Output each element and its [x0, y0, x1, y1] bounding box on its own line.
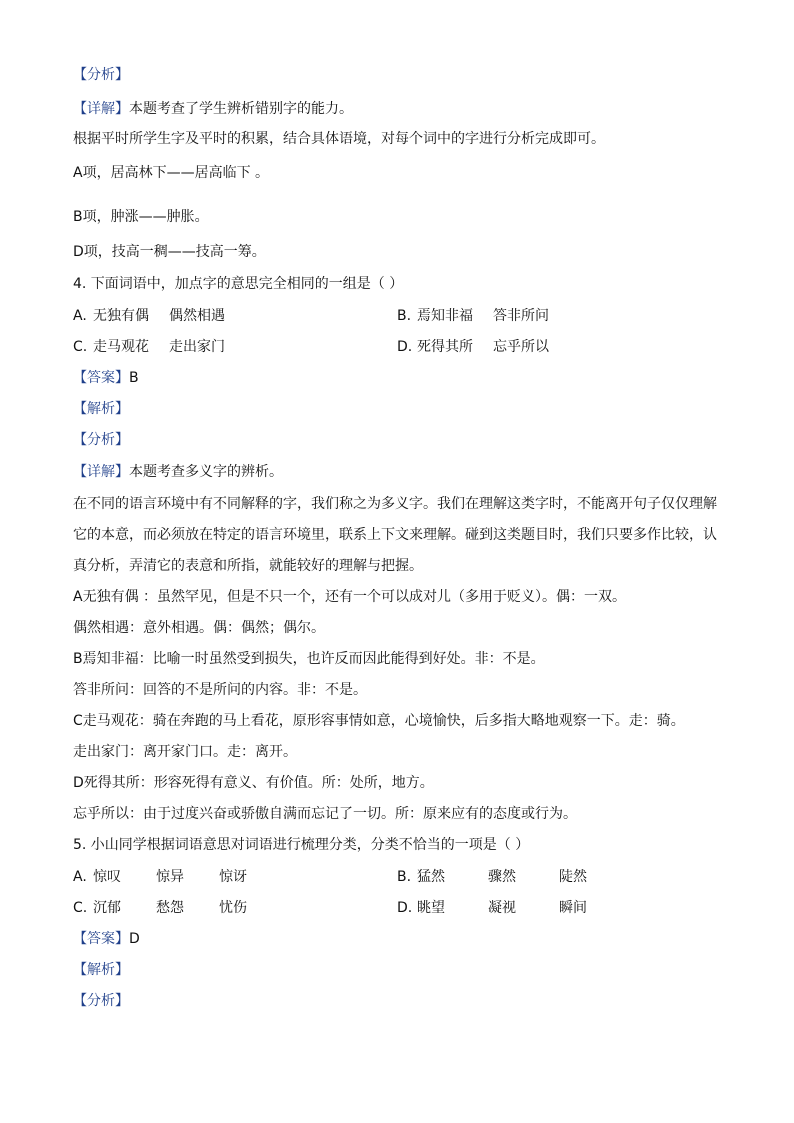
option-word: 猛然 [417, 869, 445, 885]
explain-a-2: 偶然相遇：意外相遇。偶：偶然；偶尔。 [73, 620, 325, 636]
explain-c-2: 走出家门：离开家门口。走：离开。 [73, 744, 297, 760]
option-word: 陡然 [559, 869, 587, 885]
option-word: 焉知非福 [417, 308, 473, 324]
option-word: 沉郁 [93, 900, 121, 916]
option-word: 忘乎所以 [493, 339, 549, 355]
detail-tag: 【详解】 [73, 464, 129, 480]
detail-line [73, 99, 353, 119]
option-letter: A. [73, 308, 87, 324]
option-word: 眺望 [417, 900, 445, 916]
option-word: 答非所问 [493, 308, 549, 324]
question-4-detail [73, 462, 283, 482]
option-letter: D. [397, 339, 413, 355]
paragraph-line-2: 它的本意，而必须放在特定的语言环境里，联系上下文来理解。碰到这类题目时，我们只要多作比较，认 [73, 527, 717, 543]
question-5-jiexi-heading: 【解析】 [73, 962, 129, 978]
question-5-answer [73, 929, 140, 949]
explanation-line: 根据平时所学生字及平时的积累，结合具体语境，对每个词中的字进行分析完成即可。 [73, 131, 605, 147]
detail-text: 本题考查了学生辨析错别字的能力。 [129, 101, 353, 117]
option-letter: D. [397, 900, 413, 916]
answer-value: B [129, 370, 139, 386]
option-word: 愁怨 [156, 900, 184, 916]
explain-b-2: 答非所问：回答的不是所问的内容。非：不是。 [73, 682, 367, 698]
detail-tag: 【详解】 [73, 101, 129, 117]
explain-a-1: A无独有偶 ：虽然罕见，但是不只一个，还有一个可以成对儿（多用于贬义）。偶：一双。 [73, 589, 627, 605]
option-letter: B. [397, 308, 412, 324]
option-word: 惊讶 [219, 869, 247, 885]
explain-c-1: C走马观花：骑在奔跑的马上看花，原形容事情如意，心境愉快，后多指大略地观察一下。走：骑。 [73, 713, 685, 729]
question-4-jiexi-heading: 【解析】 [73, 401, 129, 417]
option-word: 死得其所 [417, 339, 473, 355]
analysis-heading: 【分析】 [73, 67, 129, 83]
option-word: 无独有偶 [93, 308, 149, 324]
correction-a: A项，居高林下——居高临下 。 [73, 165, 270, 181]
question-5-options-row-2 [73, 898, 733, 918]
option-word: 走出家门 [169, 339, 225, 355]
correction-d: D项，技高一稠——技高一筹。 [73, 244, 266, 260]
answer-value: D [129, 931, 140, 947]
option-word: 骤然 [488, 869, 516, 885]
option-letter: A. [73, 869, 87, 885]
paragraph-line-1: 在不同的语言环境中有不同解释的字，我们称之为多义字。我们在理解这类字时，不能离开句子仅仅理解 [73, 496, 717, 512]
question-4-options-row-1 [73, 306, 733, 326]
option-word: 偶然相遇 [169, 308, 225, 324]
option-word: 惊异 [156, 869, 184, 885]
paragraph-line-3: 真分析，弄清它的表意和所指，就能较好的理解与把握。 [73, 558, 423, 574]
question-5-options-row-1 [73, 867, 733, 887]
option-word: 惊叹 [93, 869, 121, 885]
option-word: 凝视 [488, 900, 516, 916]
explain-b-1: B焉知非福：比喻一时虽然受到损失，也许反而因此能得到好处。非：不是。 [73, 651, 545, 667]
question-4-stem: 4. 下面词语中，加点字的意思完全相同的一组是（ ） [73, 276, 404, 292]
option-letter: B. [397, 869, 412, 885]
question-5-stem: 5. 小山同学根据词语意思对词语进行梳理分类，分类不恰当的一项是（ ） [73, 837, 530, 853]
answer-tag: 【答案】 [73, 931, 129, 947]
correction-b: B项，肿涨——肿胀。 [73, 209, 209, 225]
option-letter: C. [73, 339, 88, 355]
question-5-analysis-heading: 【分析】 [73, 993, 129, 1009]
option-letter: C. [73, 900, 88, 916]
question-4-options-row-2 [73, 337, 733, 357]
option-word: 瞬间 [559, 900, 587, 916]
detail-text: 本题考查多义字的辨析。 [129, 464, 283, 480]
question-4-analysis-heading: 【分析】 [73, 432, 129, 448]
explain-d-2: 忘乎所以：由于过度兴奋或骄傲自满而忘记了一切。所：原来应有的态度或行为。 [73, 806, 577, 822]
option-word: 忧伤 [219, 900, 247, 916]
option-word: 走马观花 [93, 339, 149, 355]
question-4-answer [73, 368, 139, 388]
explain-d-1: D死得其所：形容死得有意义、有价值。所：处所，地方。 [73, 775, 434, 791]
answer-tag: 【答案】 [73, 370, 129, 386]
